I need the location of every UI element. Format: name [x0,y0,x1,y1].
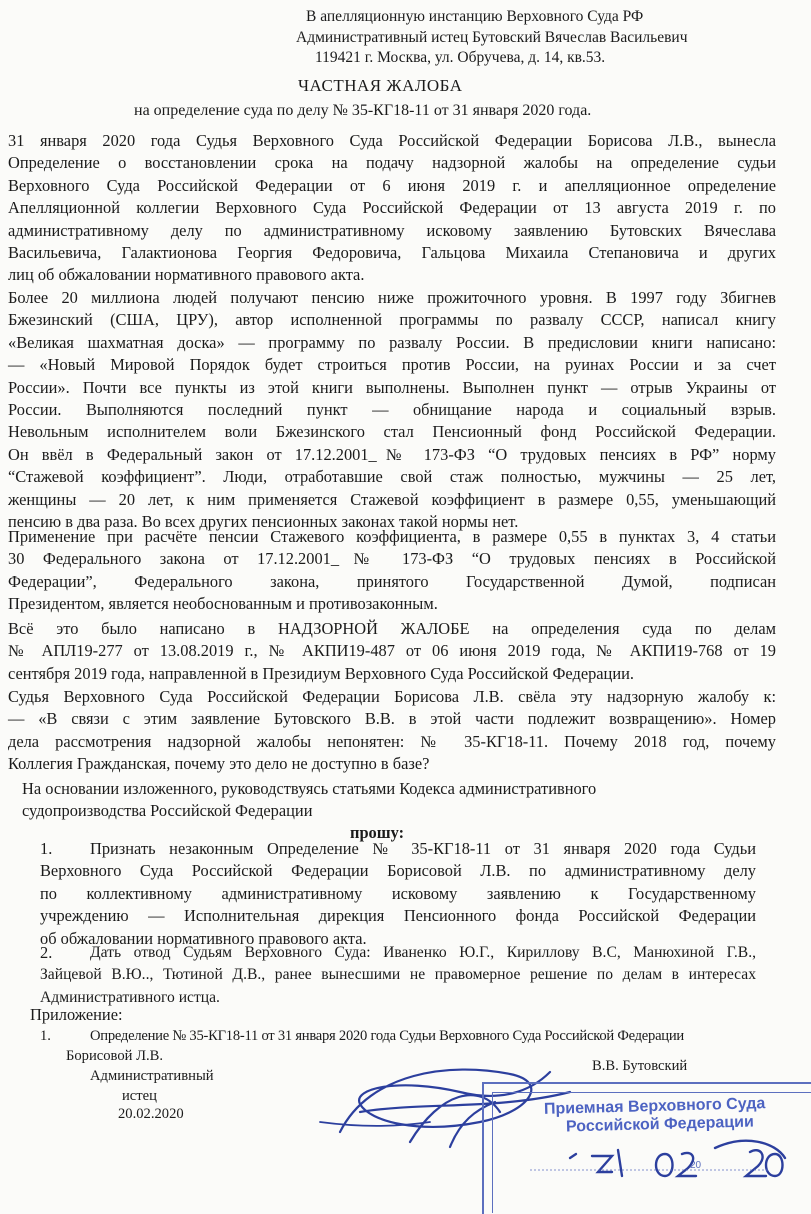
text-line: Административного истца. [40,988,220,1006]
document-title: ЧАСТНАЯ ЖАЛОБА [298,76,463,95]
text-line: женщины — 20 лет, к ним применяется Стажевой коэффициент в размере 0,55, уменьшающий [8,489,776,509]
text-line: 30 Федерального закона от 17.12.2001_№ 173-ФЗ “О трудовых пенсиях в Российской [8,549,776,569]
text-line: Верховного Суда Российской Федерации Борисовой Л.В. по административному делу [40,861,756,881]
text-line: Применение при расчёте пенсии Стажевого коэффициента, в размере 0,55 в пунктах 3, 4 статьи [8,527,776,546]
text-line: Коллегия Гражданская, почему это дело не доступно в базе? [8,754,430,774]
paragraph-5 [8,686,776,776]
attachment-number: 1. [40,1028,51,1044]
stamp-line-1: Приемная Верховного Суда [543,1095,766,1118]
signer-role-1: Административный [90,1068,214,1084]
text-line: 31 января 2020 года Судья Верховного Суда Российской Федерации Борисова Л.В., вынесла [8,131,776,150]
request-2 [40,942,756,1009]
text-line: учреждению — Исполнительная дирекция Пенсионного фонда Российской Федерации [40,906,756,926]
text-line: об обжаловании нормативного правового акта. [40,928,367,948]
text-line: Он ввёл в Федеральный закон от 17.12.2001_№ 173-ФЗ “О трудовых пенсиях в РФ” норму [8,444,776,464]
request-2-number: 2. [40,943,53,962]
request-heading: прошу: [350,823,405,842]
text-line: Всё это было написано в НАДЗОРНОЙ ЖАЛОБЕ на определения суда по делам [8,619,776,638]
plaintiff-address: 119421 г. Москва, ул. Обручева, д. 14, кв.53. [315,49,606,66]
text-line: № АПЛ19-277 от 13.08.2019 г., № АКПИ19-487 от 06 июня 2019 года, № АКПИ19-768 от 19 [8,641,776,661]
text-line: административному делу по административному исковому заявлению Бутовских Вячеслава [8,220,776,240]
stamp-handwritten-date [500,1128,811,1200]
attachment-line-2: Борисовой Л.В. [66,1048,164,1064]
text-line: Бжезинский (США, ЦРУ), автор исполненной программы по развалу СССР, написал книгу [8,310,776,330]
text-line: лиц об обжаловании нормативного правового акта. [8,265,365,285]
text-line: Дать отвод Судьям Верховного Суда: Иваненко Ю.Г., Кириллову В.С, Манюхиной Г.В., [90,944,756,961]
text-line: России. Выполняются последний пункт — обнищание народа и социальный взрыв. [8,400,776,420]
stamp-line-2: Российской Федерации [565,1113,755,1136]
paragraph-4 [8,618,776,685]
text-line: дела рассмотрения надзорной жалобы непонятен: № 35-КГ18-11. Почему 2018 год, почему [8,731,776,751]
text-line: «Великая шахматная доска» — программу по развалу России. В предисловии книги написано: [8,332,776,352]
basis-line-2: судопроизводства Российской Федерации [22,801,313,820]
signature-date: 20.02.2020 [118,1106,184,1122]
text-line: Невольным исполнителем воли Бжезинского стал Пенсионный фонд Российской Федерации. [8,422,776,442]
text-line: Верховного Суда Российской Федерации от 6 июня 2019 г. и апелляционное определение [8,175,776,195]
text-line: сентября 2019 года, направленной в Президиум Верховного Суда Российской Федерации. [8,663,634,683]
document-subtitle: на определение суда по делу № 35-КГ18-11 от 31 января 2020 года. [134,102,592,119]
paragraph-3 [8,526,776,616]
request-1 [40,838,756,950]
text-line: Определение о восстановлении срока на подачу надзорной жалобы на определение судьи [8,153,776,173]
text-line: Федерации”, Федерального закона, принятого Государственной Думой, подписан [8,571,776,591]
attachment-heading: Приложение: [30,1005,123,1024]
text-line: Более 20 миллиона людей получают пенсию ниже прожиточного уровня. В 1997 году Збигнев [8,288,776,307]
signer-role-2: истец [122,1088,157,1104]
stamp-year: 20 [690,1160,702,1171]
text-line: Васильевича, Галактионова Георгия Федоровича, Гальцова Михаила Степановича и других [8,243,776,263]
text-line: — «В связи с этим заявление Бутовского В.В. в этой части подлежит возвращению». Номер [8,709,776,729]
attachment-line-1: Определение № 35-КГ18-11 от 31 января 2020 года Судьи Верховного Суда Российской Федерации [90,1028,684,1044]
plaintiff: Административный истец Бутовский Вячеслав Васильевич [296,29,688,46]
signer-name: В.В. Бутовский [592,1058,688,1074]
text-line: по коллективному административному исковому заявлению к Государственному [40,883,756,903]
addressee: В апелляционную инстанцию Верховного Суда РФ [306,8,644,25]
text-line: Признать незаконным Определение № 35-КГ18-11 от 31 января 2020 года Судьи [90,839,756,858]
text-line: Президентом, является необоснованным и противозаконным. [8,594,438,614]
text-line: России». Почти все пункты из этой книги выполнены. Выполнен пункт — отрыв Украины от [8,377,776,397]
text-line: Зайцевой В.Ю.., Тютиной Д.В., ранее вынесшими не правомерное решение по делам в интересах [40,966,756,984]
text-line: “Стажевой коэффициент”. Люди, отработавшие свой стаж полностью, мужчины — 25 лет, [8,467,776,487]
text-line: пенсию в два раза. Во всех других пенсионных законах такой нормы нет. [8,512,519,532]
text-line: Апелляционной коллегии Верховного Суда Российской Федерации от 13 августа 2019 г. по [8,198,776,218]
text-line: — «Новый Мировой Порядок будет строиться против России, на руинах России и за счет [8,355,776,375]
paragraph-1 [8,130,776,287]
request-1-number: 1. [40,839,53,858]
paragraph-2 [8,287,776,533]
basis-line-1: На основании изложенного, руководствуясь статьями Кодекса административного [22,779,597,798]
text-line: Судья Верховного Суда Российской Федерации Борисова Л.В. свёла эту надзорную жалобу к: [8,687,776,706]
